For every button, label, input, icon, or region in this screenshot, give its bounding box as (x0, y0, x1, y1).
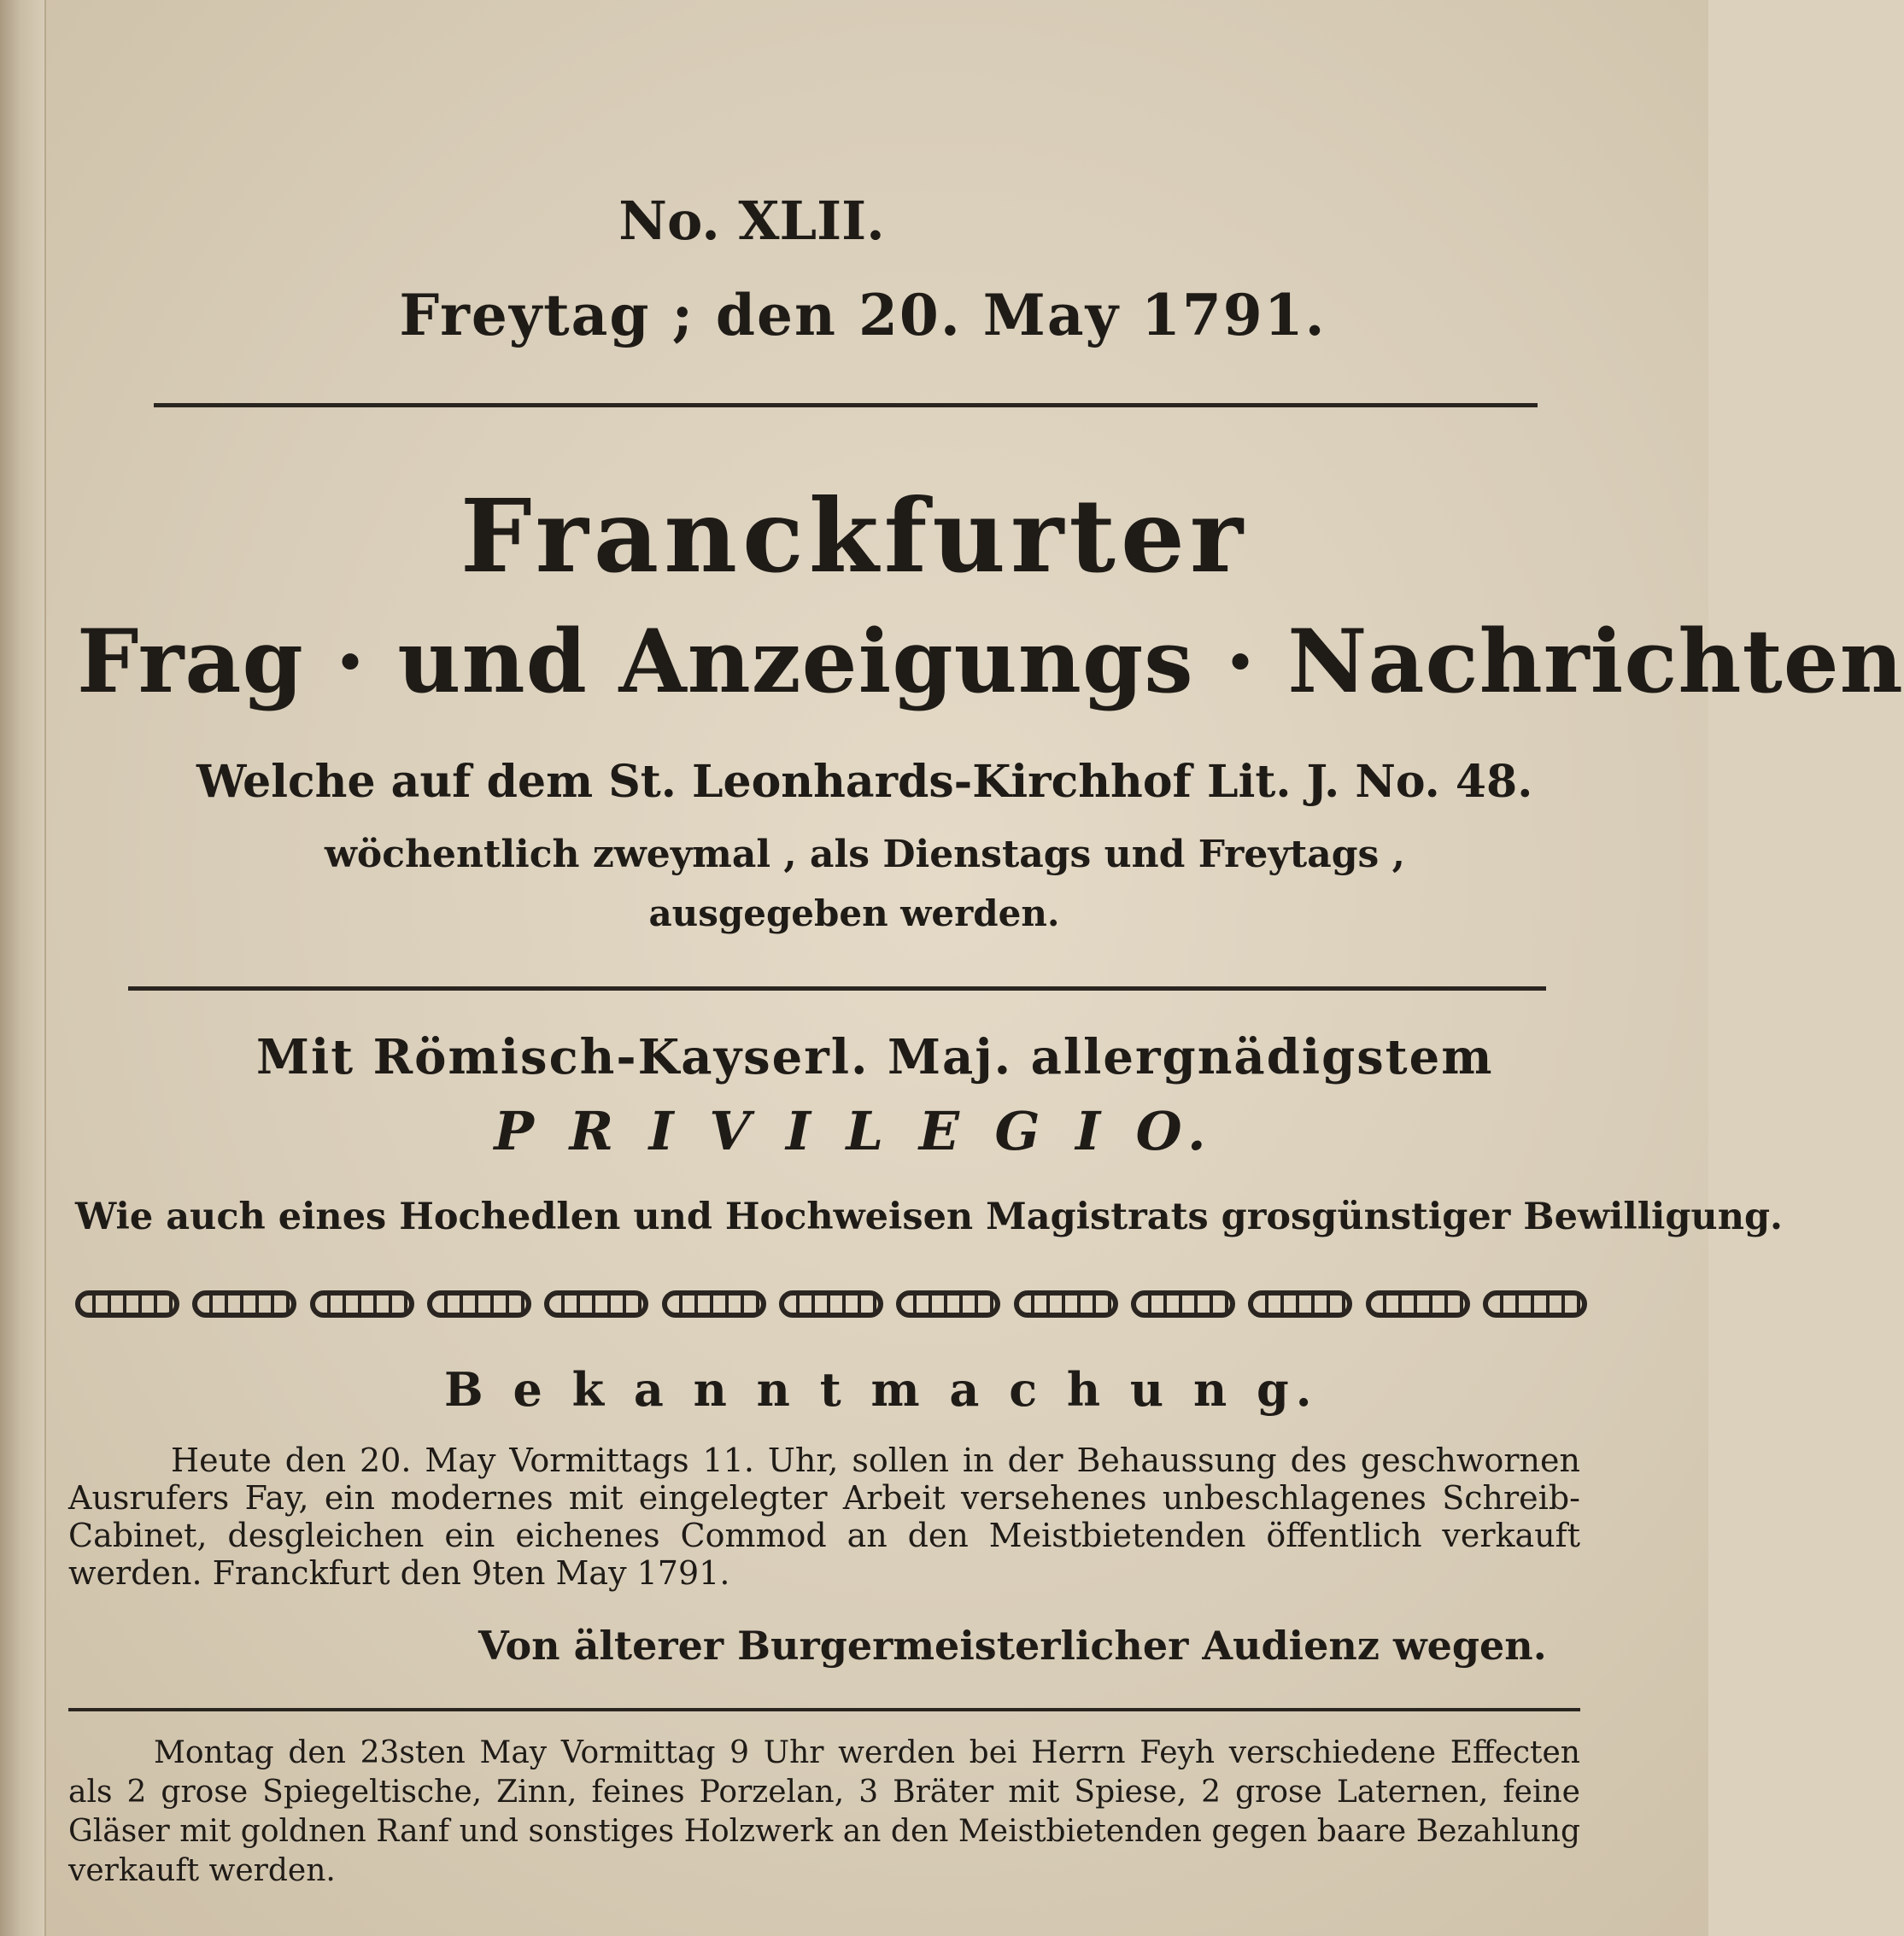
issue-date: Freytag ; den 20. May 1791. (399, 282, 1327, 348)
binding-spine (0, 0, 46, 1936)
magistrate-approval: Wie auch eines Hochedlen und Hochweisen Magistrats grosgünstiger Bewilligung. (75, 1196, 1783, 1238)
chain-link (1248, 1290, 1352, 1318)
issue-number: No. XLII. (618, 190, 885, 252)
chain-link (896, 1290, 1000, 1318)
chain-link (1131, 1290, 1235, 1318)
title-main: Frag · und Anzeigungs · Nachrichten (77, 611, 1904, 713)
notice-signature: Von älterer Burgermeisterlicher Audienz wegen. (478, 1623, 1547, 1669)
chain-link (662, 1290, 766, 1318)
title-franckfurter: Franckfurter (460, 477, 1249, 595)
chain-link (1366, 1290, 1470, 1318)
notice-body: Heute den 20. May Vormittags 11. Uhr, sollen in der Behaussung des geschwornen Ausrufers Fay, ein modernes mit eingelegter Arbeit versehenes unbeschlagenes Schreib-Cabinet, desgleichen ein eichenes Commod an den Meistbietenden öffentlich verkauft werden. Franckfurt den 9ten May 1791. (68, 1442, 1580, 1592)
middle-rule (128, 986, 1546, 991)
subtitle-address: Welche auf dem St. Leonhards-Kirchhof Lit. J. No. 48. (196, 756, 1533, 808)
top-rule (154, 403, 1538, 407)
chain-link (779, 1290, 883, 1318)
chain-link (310, 1290, 414, 1318)
privilegio: P R I V I L E G I O. (494, 1100, 1215, 1162)
auction-body: Montag den 23sten May Vormittag 9 Uhr werden bei Herrn Feyh verschiedene Effecten als 2 grose Spiegeltische, Zinn, feines Porzelan, 3 Bräter mit Spiese, 2 grose Laternen, feine Gläser mit goldnen Ranf und sonstiges Holzwerk an den Meistbietenden gegen baare Bezahlung verkauft werden. (68, 1735, 1580, 1888)
chain-link (544, 1290, 648, 1318)
chain-link (1483, 1290, 1587, 1318)
chain-link (75, 1290, 179, 1318)
subtitle-schedule: wöchentlich zweymal , als Dienstags und Freytags , (325, 833, 1405, 876)
ornamental-chain-border (75, 1281, 1587, 1327)
notice-heading: B e k a n n t m a c h u n g. (444, 1362, 1319, 1417)
privilege-line: Mit Römisch-Kayserl. Maj. allergnädigstem (256, 1029, 1494, 1085)
chain-link (1014, 1290, 1118, 1318)
bottom-rule (68, 1708, 1580, 1711)
chain-link (427, 1290, 531, 1318)
subtitle-published: ausgegeben werden. (648, 892, 1060, 934)
chain-link (192, 1290, 296, 1318)
